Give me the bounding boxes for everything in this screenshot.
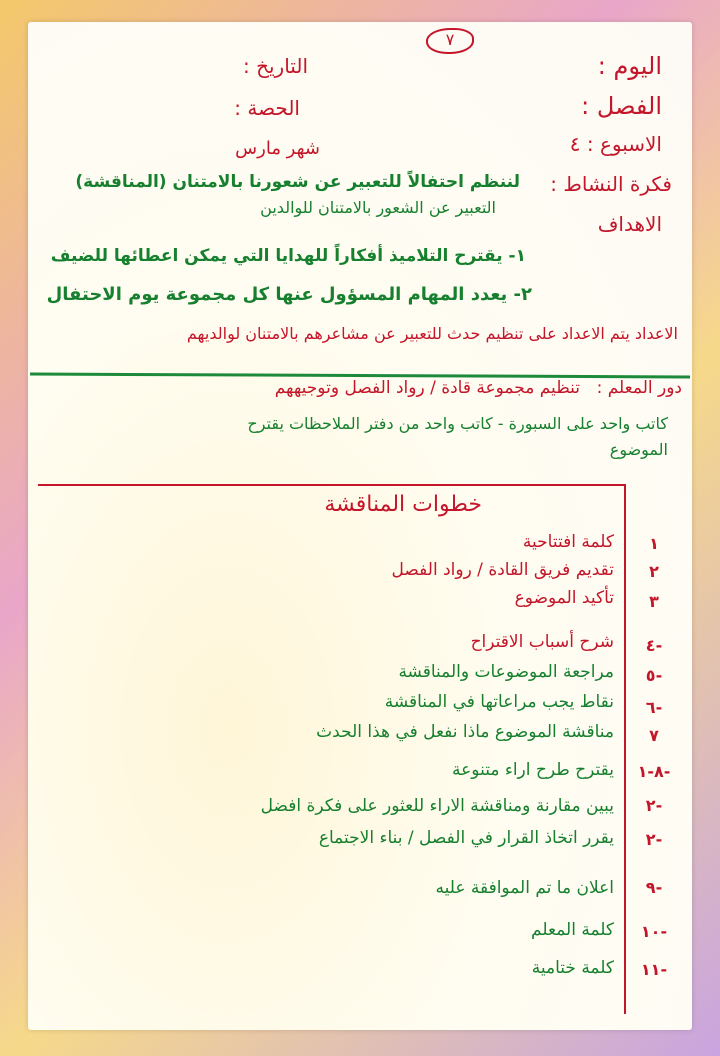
step-text: مراجعة الموضوعات والمناقشة bbox=[398, 662, 614, 682]
step-text: اعلان ما تم الموافقة عليه bbox=[435, 878, 614, 898]
worksheet-page bbox=[28, 22, 692, 1030]
date-label: التاريخ : bbox=[242, 54, 308, 78]
step-number: ٧ bbox=[649, 726, 659, 745]
activity-idea-text-2: التعبير عن الشعور بالامتنان للوالدين bbox=[260, 198, 496, 217]
discussion-title: خطوات المناقشة bbox=[324, 492, 482, 517]
page-number: ٧ bbox=[426, 28, 474, 54]
activity-idea-label: فكرة النشاط : bbox=[550, 172, 672, 196]
step-number: ١١- bbox=[640, 960, 668, 979]
step-text: تأكيد الموضوع bbox=[514, 588, 614, 608]
step-number: ١ bbox=[649, 534, 659, 553]
step-text: شرح أسباب الاقتراح bbox=[470, 632, 614, 652]
goal-1: ١- يقترح التلاميذ أفكاراً للهدايا التي يمكن اعطائها للضيف bbox=[50, 246, 526, 266]
preparation-text: الاعداد يتم الاعداد على تنظيم حدث للتعبير عن مشاعرهم بالامتنان لوالديهم bbox=[186, 324, 678, 343]
step-number: ٩- bbox=[645, 878, 663, 897]
step-text: كلمة افتتاحية bbox=[522, 532, 614, 552]
step-number: ٥- bbox=[645, 666, 663, 685]
step-text: مناقشة الموضوع ماذا نفعل في هذا الحدث bbox=[316, 722, 614, 742]
step-text: يقترح طرح اراء متنوعة bbox=[452, 760, 614, 780]
step-number: ٢- bbox=[645, 796, 663, 815]
step-number: ٢ bbox=[649, 562, 659, 581]
step-text: يقرر اتخاذ القرار في الفصل / بناء الاجتماع bbox=[318, 828, 614, 848]
teacher-role-label: دور المعلم : bbox=[596, 378, 682, 398]
table-column-rule bbox=[624, 484, 626, 1014]
step-number: ٣ bbox=[649, 592, 659, 611]
goals-label: الاهداف bbox=[597, 212, 662, 236]
class-label: الفصل : bbox=[581, 92, 662, 120]
step-number: ٤- bbox=[645, 636, 663, 655]
goal-2: ٢- يعدد المهام المسؤول عنها كل مجموعة يوم الاحتفال bbox=[46, 284, 532, 305]
table-top-rule bbox=[38, 484, 624, 486]
step-number: ٢- bbox=[645, 830, 663, 849]
step-number: ٦- bbox=[645, 698, 663, 717]
step-text: يبين مقارنة ومناقشة الاراء للعثور على فكرة افضل bbox=[260, 796, 614, 816]
step-number: ٨-١- bbox=[637, 762, 671, 781]
step-text: نقاط يجب مراعاتها في المناقشة bbox=[384, 692, 614, 712]
step-text: تقديم فريق القادة / رواد الفصل bbox=[391, 560, 614, 580]
day-label: اليوم : bbox=[597, 52, 662, 80]
step-text: كلمة ختامية bbox=[531, 958, 614, 978]
step-text: كلمة المعلم bbox=[531, 920, 614, 940]
month-label: شهر مارس bbox=[235, 138, 320, 159]
activity-idea-text: لننظم احتفالاً للتعبير عن شعورنا بالامتنان (المناقشة) bbox=[75, 172, 520, 192]
teacher-role-text-3: الموضوع bbox=[609, 440, 668, 459]
teacher-role-text: تنظيم مجموعة قادة / رواد الفصل وتوجيههم bbox=[274, 378, 580, 398]
step-number: ١٠- bbox=[640, 922, 668, 941]
week-label: الاسبوع : ٤ bbox=[569, 132, 662, 156]
teacher-role-text-2: كاتب واحد على السبورة - كاتب واحد من دفتر الملاحظات يقترح bbox=[247, 414, 668, 433]
period-label: الحصة : bbox=[234, 96, 300, 120]
